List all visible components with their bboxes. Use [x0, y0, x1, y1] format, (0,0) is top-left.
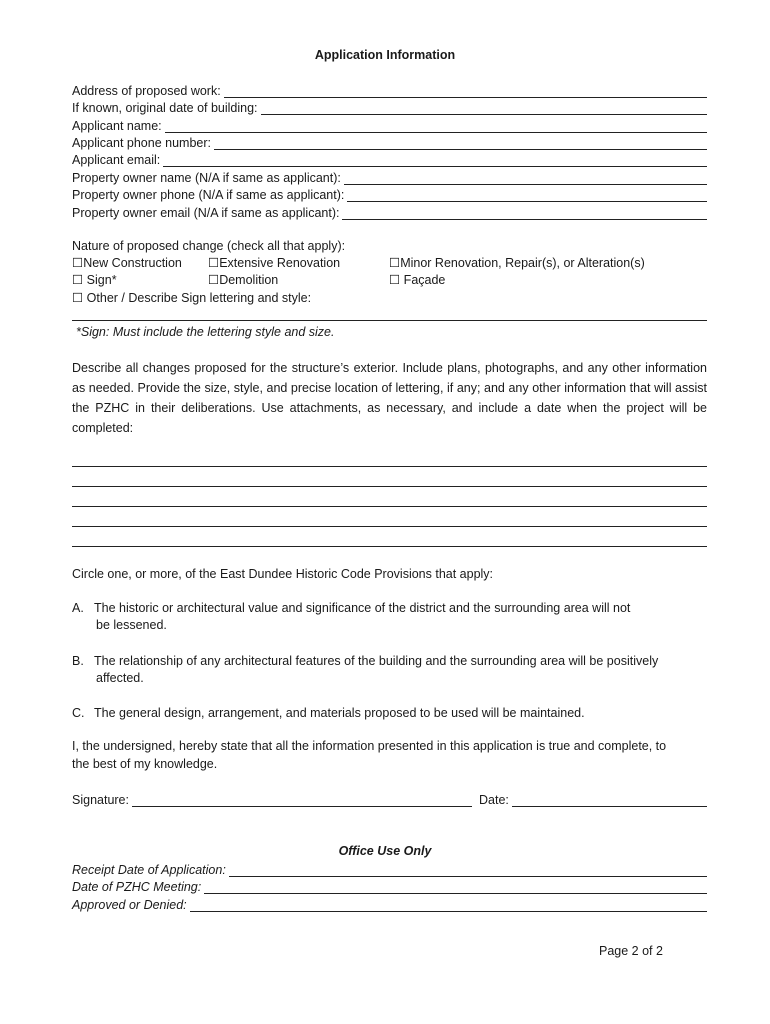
declaration-line-1: I, the undersigned, hereby state that all the information presented in this application is true and complete, to: [72, 739, 667, 753]
describe-instructions: Describe all changes proposed for the structure’s exterior. Include plans, photographs, and any other information as needed. Provide the size, style, and precise location of lettering, if any; and any other information that will assist the PZHC in their deliberations. Use attachments, as necessary, and include a date when the project will be completed:: [72, 361, 707, 435]
owner-phone-field[interactable]: [72, 186, 707, 202]
checkbox-facade[interactable]: ☐ Façade: [389, 273, 446, 287]
owner-email-input-line[interactable]: [342, 207, 707, 220]
owner-email-label: Property owner email (N/A if same as applicant):: [72, 206, 340, 220]
describe-line-4[interactable]: [72, 526, 707, 527]
applicant-name-field[interactable]: [72, 117, 707, 133]
provision-b-text-line2: affected.: [96, 671, 144, 685]
applicant-phone-field[interactable]: [72, 134, 707, 150]
original-date-input-line[interactable]: [261, 102, 707, 115]
date-input-line[interactable]: [512, 794, 707, 807]
receipt-date-label: Receipt Date of Application:: [72, 863, 226, 877]
describe-line-3[interactable]: [72, 506, 707, 507]
sign-note: *Sign: Must include the lettering style and size.: [76, 325, 335, 339]
meeting-date-input-line[interactable]: [204, 881, 707, 894]
owner-phone-label: Property owner phone (N/A if same as applicant):: [72, 188, 345, 202]
provision-b-text-line1: The relationship of any architectural features of the building and the surrounding area will be positively: [94, 654, 659, 668]
office-use-title: Office Use Only: [338, 844, 432, 858]
receipt-date-field[interactable]: [72, 861, 707, 877]
approved-field[interactable]: [72, 896, 707, 912]
applicant-name-label: Applicant name:: [72, 119, 162, 133]
provision-a[interactable]: [72, 600, 712, 634]
applicant-name-input-line[interactable]: [165, 120, 707, 133]
approved-label: Approved or Denied:: [72, 898, 187, 912]
owner-phone-input-line[interactable]: [347, 189, 707, 202]
provision-c-letter: C.: [72, 706, 85, 720]
applicant-email-input-line[interactable]: [163, 154, 707, 167]
original-date-field[interactable]: [72, 99, 707, 115]
declaration-line-2: the best of my knowledge.: [72, 757, 218, 771]
nature-heading: Nature of proposed change (check all that apply):: [72, 239, 346, 253]
checkbox-demolition[interactable]: ☐Demolition: [208, 273, 279, 287]
address-field[interactable]: [72, 82, 707, 98]
provision-a-text-line1: The historic or architectural value and significance of the district and the surrounding area will not: [94, 601, 631, 615]
signature-field[interactable]: [72, 791, 472, 807]
owner-name-label: Property owner name (N/A if same as applicant):: [72, 171, 341, 185]
applicant-email-field[interactable]: [72, 151, 707, 167]
date-field[interactable]: [479, 791, 707, 807]
meeting-date-field[interactable]: [72, 878, 707, 894]
provision-a-text-line2: be lessened.: [96, 618, 167, 632]
other-describe-input-line[interactable]: [72, 320, 707, 321]
date-label: Date:: [479, 793, 509, 807]
describe-line-2[interactable]: [72, 486, 707, 487]
applicant-phone-input-line[interactable]: [214, 137, 707, 150]
checkbox-new-construction[interactable]: ☐New Construction: [72, 256, 182, 270]
page-number: Page 2 of 2: [599, 944, 663, 958]
meeting-date-label: Date of PZHC Meeting:: [72, 880, 202, 894]
owner-name-input-line[interactable]: [344, 172, 707, 185]
provision-a-letter: A.: [72, 601, 84, 615]
signature-label: Signature:: [72, 793, 129, 807]
describe-line-5[interactable]: [72, 546, 707, 547]
checkbox-sign[interactable]: ☐ Sign*: [72, 273, 117, 287]
original-date-label: If known, original date of building:: [72, 101, 258, 115]
owner-email-field[interactable]: [72, 204, 707, 220]
describe-line-1[interactable]: [72, 466, 707, 467]
owner-name-field[interactable]: [72, 169, 707, 185]
provision-c-text: The general design, arrangement, and materials proposed to be used will be maintained.: [94, 706, 585, 720]
applicant-phone-label: Applicant phone number:: [72, 136, 211, 150]
address-input-line[interactable]: [224, 85, 707, 98]
provisions-intro: Circle one, or more, of the East Dundee Historic Code Provisions that apply:: [72, 567, 494, 581]
checkbox-minor-renovation[interactable]: ☐Minor Renovation, Repair(s), or Alteration(s): [389, 256, 645, 270]
signature-input-line[interactable]: [132, 794, 472, 807]
address-label: Address of proposed work:: [72, 84, 221, 98]
checkbox-other[interactable]: ☐ Other / Describe Sign lettering and style:: [72, 291, 312, 305]
provision-b[interactable]: [72, 653, 712, 687]
provision-b-letter: B.: [72, 654, 84, 668]
approved-input-line[interactable]: [190, 899, 707, 912]
applicant-email-label: Applicant email:: [72, 153, 161, 167]
page-title: Application Information: [314, 48, 456, 62]
checkbox-extensive-renovation[interactable]: ☐Extensive Renovation: [208, 256, 341, 270]
provision-c[interactable]: [72, 705, 712, 722]
receipt-date-input-line[interactable]: [229, 864, 707, 877]
